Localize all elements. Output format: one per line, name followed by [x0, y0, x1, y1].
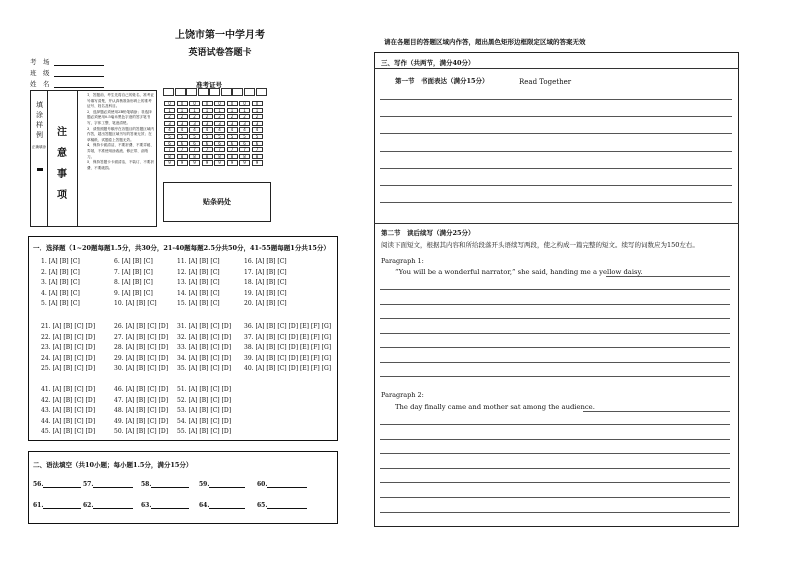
writing-line[interactable] [380, 468, 730, 469]
digit-bubble[interactable]: 2 [189, 114, 200, 119]
digit-bubble[interactable]: 4 [164, 127, 175, 132]
correct-fill-label: 正确填涂 [32, 145, 46, 149]
digit-bubble[interactable]: 3 [214, 121, 225, 126]
digit-bubble[interactable]: 9 [189, 160, 200, 165]
writing-line[interactable] [380, 133, 732, 134]
blank-line[interactable] [43, 503, 81, 509]
digit-bubble[interactable]: 7 [189, 147, 200, 152]
digit-bubble[interactable]: 4 [177, 127, 188, 132]
answer-choice-row[interactable]: 11. [A] [B] [C] [177, 258, 220, 265]
answer-choice-row[interactable]: 4. [A] [B] [C] [41, 289, 80, 297]
writing-line[interactable] [380, 362, 730, 363]
paragraph2-opening: The day finally came and mother sat among the audience. [395, 403, 595, 411]
writing-line[interactable] [380, 347, 730, 348]
blank-number: 59. [199, 481, 210, 488]
digit-bubble[interactable]: 4 [202, 127, 213, 132]
digit-bubble[interactable]: 0 [202, 101, 213, 106]
admission-number-title: 准考证号 [196, 81, 222, 89]
answer-choice-row[interactable]: 44. [A] [B] [C] [D] [41, 417, 96, 425]
blank-line[interactable] [267, 482, 307, 488]
answer-choice-row[interactable]: 30. [A] [B] [C] [D] [114, 365, 169, 372]
writing-line[interactable] [380, 289, 730, 290]
blank-number: 61. [33, 502, 44, 509]
class-field[interactable]: 班 级 [30, 68, 104, 77]
digit-bubble[interactable]: 7 [252, 147, 263, 152]
answer-choice-row[interactable]: 24. [A] [B] [C] [D] [41, 354, 96, 362]
writing-line[interactable] [380, 99, 732, 100]
digit-bubble[interactable]: 8 [214, 154, 225, 159]
admission-number-write-row[interactable] [163, 88, 267, 96]
filled-bubble-example [37, 168, 43, 171]
blank-number: 58. [141, 481, 152, 488]
blank-number: 64. [199, 502, 210, 509]
blank-number: 63. [141, 502, 152, 509]
admission-digit-write-box[interactable] [244, 88, 255, 96]
digit-bubble[interactable]: 6 [214, 141, 225, 146]
writing-line[interactable] [380, 318, 730, 319]
digit-bubble[interactable]: 4 [252, 127, 263, 132]
digit-bubble[interactable]: 1 [177, 108, 188, 113]
grammar-blank[interactable] [83, 502, 133, 509]
writing-line[interactable] [380, 333, 730, 334]
digit-bubble[interactable]: 8 [239, 154, 250, 159]
school-title: 上饶市第一中学月考 [175, 30, 265, 41]
digit-bubble[interactable]: 2 [239, 114, 250, 119]
multiple-choice-title: 一．选择题（1~20题每题1.5分，共30分，21-40题每题2.5分共50分，41-55题每题1分共15分） [33, 244, 330, 252]
answer-choice-row[interactable]: 23. [A] [B] [C] [D] [41, 344, 96, 351]
blank-number: 65. [257, 502, 268, 509]
admission-digit-write-box[interactable] [186, 88, 197, 96]
admission-digit-write-box[interactable] [232, 88, 243, 96]
blank-line[interactable] [43, 482, 81, 488]
digit-bubble[interactable]: 2 [202, 114, 213, 119]
digit-bubble[interactable]: 1 [214, 108, 225, 113]
digit-bubble[interactable]: 2 [164, 114, 175, 119]
writing-line[interactable] [380, 439, 730, 440]
answer-choice-row[interactable]: 35. [A] [B] [C] [D] [177, 365, 232, 372]
answer-choice-row[interactable]: 17. [A] [B] [C] [244, 268, 287, 276]
digit-bubble[interactable]: 1 [252, 108, 263, 113]
digit-bubble[interactable]: 8 [252, 154, 263, 159]
blank-line[interactable] [151, 503, 189, 509]
admission-digit-write-box[interactable] [163, 88, 174, 96]
digit-bubble[interactable]: 2 [177, 114, 188, 119]
answer-choice-row[interactable]: 54. [A] [B] [C] [D] [177, 417, 232, 425]
answer-choice-row[interactable]: 36. [A] [B] [C] [D] [E] [F] [G] [244, 323, 332, 330]
digit-bubble[interactable]: 2 [227, 114, 238, 119]
grammar-blank[interactable] [199, 481, 245, 488]
blank-line[interactable] [151, 482, 189, 488]
admission-digit-write-box[interactable] [256, 88, 267, 96]
answer-choice-row[interactable]: 25. [A] [B] [C] [D] [41, 365, 96, 372]
writing-line[interactable] [380, 376, 730, 377]
digit-bubble[interactable]: 4 [227, 127, 238, 132]
grammar-blank[interactable] [199, 502, 245, 509]
divider [374, 223, 739, 224]
digit-bubble[interactable]: 8 [202, 154, 213, 159]
admission-digit-write-box[interactable] [175, 88, 186, 96]
digit-bubble[interactable]: 0 [239, 101, 250, 106]
answer-choice-row[interactable]: 40. [A] [B] [C] [D] [E] [F] [G] [244, 365, 332, 372]
digit-bubble[interactable]: 7 [214, 147, 225, 152]
digit-bubble[interactable]: 8 [164, 154, 175, 159]
digit-bubble[interactable]: 7 [202, 147, 213, 152]
answer-choice-row[interactable]: 7. [A] [B] [C] [114, 268, 153, 276]
digit-bubble[interactable]: 5 [164, 134, 175, 139]
digit-bubble[interactable]: 2 [252, 114, 263, 119]
digit-bubble[interactable]: 1 [239, 108, 250, 113]
digit-bubble[interactable]: 4 [214, 127, 225, 132]
answer-choice-row[interactable]: 13. [A] [B] [C] [177, 279, 220, 286]
name-field[interactable]: 姓 名 [30, 79, 104, 88]
answer-choice-row[interactable]: 16. [A] [B] [C] [244, 258, 287, 265]
answer-choice-row[interactable]: 50. [A] [B] [C] [D] [114, 428, 169, 435]
answer-choice-row[interactable]: 1. [A] [B] [C] [41, 258, 80, 265]
attention-label: 注意事项 [57, 127, 67, 201]
grammar-blank[interactable] [141, 481, 189, 488]
admission-digit-write-box[interactable] [198, 88, 209, 96]
digit-bubble[interactable]: 8 [227, 154, 238, 159]
answer-choice-row[interactable]: 34. [A] [B] [C] [D] [177, 354, 232, 362]
writing-line[interactable] [380, 512, 730, 513]
digit-bubble[interactable]: 1 [227, 108, 238, 113]
answer-choice-row[interactable]: 52. [A] [B] [C] [D] [177, 396, 232, 404]
digit-bubble[interactable]: 2 [214, 114, 225, 119]
answer-area-notice: 请在各题目的答题区域内作答，超出黑色矩形边框限定区域的答案无效 [384, 38, 586, 46]
answer-choice-row[interactable]: 38. [A] [B] [C] [D] [E] [F] [G] [244, 344, 332, 351]
answer-choice-row[interactable]: 28. [A] [B] [C] [D] [114, 344, 169, 351]
paragraph2-label: Paragraph 2: [381, 391, 424, 399]
answer-choice-row[interactable]: 10. [A] [B] [C] [114, 300, 157, 307]
writing-line[interactable] [380, 185, 732, 186]
digit-bubble[interactable]: 3 [164, 121, 175, 126]
answer-choice-row[interactable]: 32. [A] [B] [C] [D] [177, 333, 232, 341]
digit-bubble[interactable]: 3 [239, 121, 250, 126]
grammar-blank[interactable] [257, 502, 307, 509]
digit-bubble[interactable]: 5 [202, 134, 213, 139]
digit-bubble[interactable]: 7 [164, 147, 175, 152]
digit-bubble[interactable]: 4 [189, 127, 200, 132]
grammar-blank[interactable] [83, 481, 133, 488]
digit-bubble[interactable]: 5 [252, 134, 263, 139]
digit-bubble[interactable]: 9 [252, 160, 263, 165]
digit-bubble[interactable]: 8 [177, 154, 188, 159]
digit-bubble[interactable]: 9 [164, 160, 175, 165]
answer-choice-row[interactable]: 55. [A] [B] [C] [D] [177, 428, 232, 435]
digit-bubble[interactable]: 6 [189, 141, 200, 146]
digit-bubble[interactable]: 0 [164, 101, 175, 106]
attention-item: 1．答题前，考生先将自己的姓名、准考证号填写清楚，并认真核准条形码上的准考证号、姓名及科目。 [87, 93, 154, 109]
digit-bubble[interactable]: 3 [189, 121, 200, 126]
digit-bubble[interactable]: 6 [227, 141, 238, 146]
digit-bubble[interactable]: 9 [177, 160, 188, 165]
digit-bubble[interactable]: 3 [177, 121, 188, 126]
digit-bubble[interactable]: 3 [202, 121, 213, 126]
attention-item: 2．选择题必须使用2B铅笔填涂；非选择题必须使用0.5毫米黑色字迹的签字笔书写，字体工整、笔迹清楚。 [87, 109, 152, 125]
answer-choice-row[interactable]: 12. [A] [B] [C] [177, 268, 220, 276]
admission-digit-bubbles[interactable] [164, 101, 268, 167]
digit-bubble[interactable]: 7 [177, 147, 188, 152]
answer-choice-row[interactable]: 43. [A] [B] [C] [D] [41, 407, 96, 414]
answer-choice-row[interactable]: 21. [A] [B] [C] [D] [41, 323, 96, 330]
answer-choice-row[interactable]: 14. [A] [B] [C] [177, 289, 220, 297]
answer-choice-row[interactable]: 33. [A] [B] [C] [D] [177, 344, 232, 351]
digit-bubble[interactable]: 9 [214, 160, 225, 165]
answer-choice-row[interactable]: 47. [A] [B] [C] [D] [114, 396, 169, 404]
digit-bubble[interactable]: 6 [239, 141, 250, 146]
digit-bubble[interactable]: 4 [239, 127, 250, 132]
answer-choice-row[interactable]: 8. [A] [B] [C] [114, 279, 153, 286]
answer-choice-row[interactable]: 2. [A] [B] [C] [41, 268, 80, 276]
part1-topic: Read Together [519, 78, 572, 86]
digit-bubble[interactable]: 5 [239, 134, 250, 139]
digit-bubble[interactable]: 0 [227, 101, 238, 106]
answer-choice-row[interactable]: 22. [A] [B] [C] [D] [41, 333, 96, 341]
answer-choice-row[interactable]: 20. [A] [B] [C] [244, 300, 287, 307]
blank-line[interactable] [93, 503, 133, 509]
writing-line[interactable] [380, 453, 730, 454]
grammar-blank[interactable] [33, 502, 81, 509]
answer-choice-row[interactable]: 29. [A] [B] [C] [D] [114, 354, 169, 362]
answer-choice-row[interactable]: 51. [A] [B] [C] [D] [177, 386, 232, 393]
digit-bubble[interactable]: 8 [189, 154, 200, 159]
digit-bubble[interactable]: 6 [252, 141, 263, 146]
divider [374, 68, 739, 69]
digit-bubble[interactable]: 9 [202, 160, 213, 165]
answer-choice-row[interactable]: 45. [A] [B] [C] [D] [41, 428, 96, 435]
writing-line[interactable] [380, 497, 730, 498]
digit-bubble[interactable]: 3 [227, 121, 238, 126]
writing-line[interactable] [380, 304, 730, 305]
fill-example-label: 填涂样例 [36, 101, 43, 139]
part1-title: 第一节 书面表达（满分15分） [395, 77, 489, 85]
grammar-blank[interactable] [141, 502, 189, 509]
blank-number: 62. [83, 502, 94, 509]
writing-line[interactable] [606, 276, 730, 277]
attention-item: 4．保持卡面清洁，不要折叠、不要弄破、弄皱，不准使用涂改液、修正带、刮纸刀。 [87, 143, 154, 159]
digit-bubble[interactable]: 1 [202, 108, 213, 113]
answer-choice-row[interactable]: 46. [A] [B] [C] [D] [114, 386, 169, 393]
answer-choice-row[interactable]: 3. [A] [B] [C] [41, 279, 80, 286]
blank-line[interactable] [209, 503, 245, 509]
card-title: 英语试卷答题卡 [188, 48, 252, 58]
answer-choice-row[interactable]: 31. [A] [B] [C] [D] [177, 323, 232, 330]
digit-bubble[interactable]: 1 [164, 108, 175, 113]
answer-choice-row[interactable]: 19. [A] [B] [C] [244, 289, 287, 297]
digit-bubble[interactable]: 7 [239, 147, 250, 152]
writing-line[interactable] [380, 168, 732, 169]
blank-number: 60. [257, 481, 268, 488]
digit-bubble[interactable]: 6 [164, 141, 175, 146]
digit-bubble[interactable]: 0 [177, 101, 188, 106]
writing-line[interactable] [583, 411, 730, 412]
part2-title: 第二节 读后续写（满分25分） [381, 229, 475, 237]
digit-bubble[interactable]: 7 [227, 147, 238, 152]
attention-item: 3．请按照题号顺序在各题目的答题区域内作答，超出答题区域书写的答案无效；在草稿纸、试题卷上答题无效。 [87, 126, 154, 142]
writing-line[interactable] [380, 424, 730, 425]
digit-bubble[interactable]: 6 [177, 141, 188, 146]
digit-bubble[interactable]: 5 [227, 134, 238, 139]
part2-instruction: 阅读下面短文，根据其内容和所给段落开头语续写两段，使之构成一篇完整的短文。续写的词数应为150左右。 [381, 241, 699, 249]
answer-choice-row[interactable]: 39. [A] [B] [C] [D] [E] [F] [G] [244, 354, 332, 362]
answer-choice-row[interactable]: 48. [A] [B] [C] [D] [114, 407, 169, 414]
digit-bubble[interactable]: 0 [214, 101, 225, 106]
blank-number: 56. [33, 481, 44, 488]
digit-bubble[interactable]: 5 [177, 134, 188, 139]
admission-digit-write-box[interactable] [209, 88, 220, 96]
writing-line[interactable] [380, 202, 732, 203]
grammar-blank[interactable] [257, 481, 307, 488]
answer-choice-row[interactable]: 9. [A] [B] [C] [114, 289, 153, 297]
paragraph1-label: Paragraph 1: [381, 257, 424, 265]
writing-section-title: 三、写作（共两节，满分40分） [381, 59, 475, 67]
grammar-blank[interactable] [33, 481, 81, 488]
answer-choice-row[interactable]: 18. [A] [B] [C] [244, 279, 287, 286]
digit-bubble[interactable]: 0 [189, 101, 200, 106]
blank-line[interactable] [93, 482, 133, 488]
grammar-fill-title: 二、语法填空（共10小题；每小题1.5分，满分15分） [33, 461, 193, 469]
answer-choice-row[interactable]: 6. [A] [B] [C] [114, 258, 153, 265]
digit-bubble[interactable]: 9 [227, 160, 238, 165]
blank-line[interactable] [267, 503, 307, 509]
answer-choice-row[interactable]: 5. [A] [B] [C] [41, 300, 80, 307]
writing-line[interactable] [380, 116, 732, 117]
answer-choice-row[interactable]: 26. [A] [B] [C] [D] [114, 323, 169, 330]
barcode-sticker-area: 贴条码处 [163, 182, 271, 222]
digit-bubble[interactable]: 3 [252, 121, 263, 126]
answer-choice-row[interactable]: 37. [A] [B] [C] [D] [E] [F] [G] [244, 333, 332, 341]
digit-bubble[interactable]: 0 [252, 101, 263, 106]
writing-line[interactable] [380, 482, 730, 483]
digit-bubble[interactable]: 6 [202, 141, 213, 146]
exam-room-field[interactable]: 考 场 [30, 57, 104, 66]
paragraph1-opening: “You will be a wonderful narrator,” she said, handing me a yellow daisy. [395, 268, 643, 276]
answer-choice-row[interactable]: 41. [A] [B] [C] [D] [41, 386, 96, 393]
digit-bubble[interactable]: 5 [189, 134, 200, 139]
writing-line[interactable] [380, 151, 732, 152]
answer-choice-row[interactable]: 53. [A] [B] [C] [D] [177, 407, 232, 414]
attention-item: 5．保持答题卡卡面清洁，不装订、不要折叠、不要破损。 [87, 160, 154, 170]
digit-bubble[interactable]: 5 [214, 134, 225, 139]
digit-bubble[interactable]: 1 [189, 108, 200, 113]
answer-choice-row[interactable]: 27. [A] [B] [C] [D] [114, 333, 169, 341]
blank-number: 57. [83, 481, 94, 488]
answer-choice-row[interactable]: 42. [A] [B] [C] [D] [41, 396, 96, 404]
answer-choice-row[interactable]: 49. [A] [B] [C] [D] [114, 417, 169, 425]
answer-choice-row[interactable]: 15. [A] [B] [C] [177, 300, 220, 307]
admission-digit-write-box[interactable] [221, 88, 232, 96]
blank-line[interactable] [209, 482, 245, 488]
attention-items [87, 93, 155, 171]
digit-bubble[interactable]: 9 [239, 160, 250, 165]
